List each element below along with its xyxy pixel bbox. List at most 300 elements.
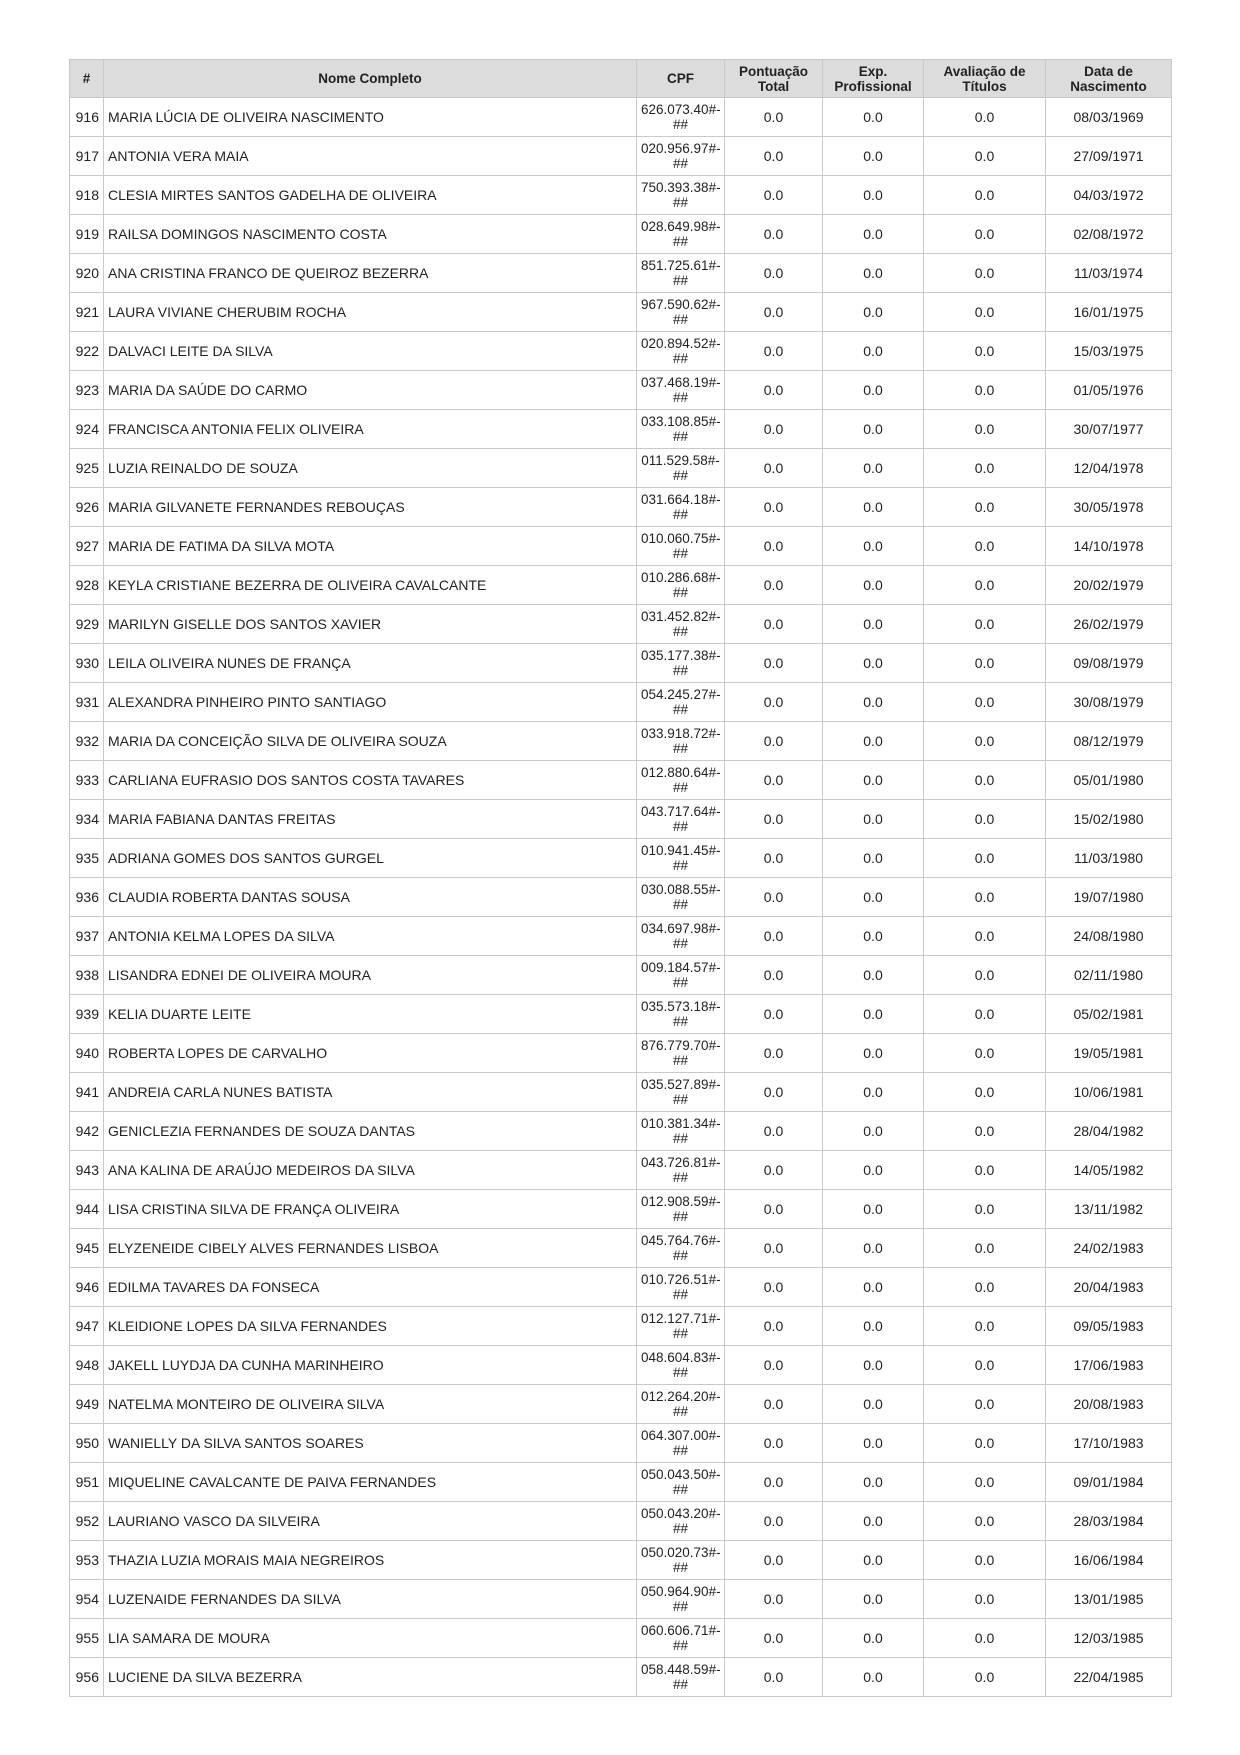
table-row: [70, 683, 1172, 722]
titles-score: 0.0: [924, 839, 1046, 878]
total-score: 0.0: [725, 995, 823, 1034]
full-name: MARIA DA SAÚDE DO CARMO: [104, 371, 637, 410]
cpf-main: 050.964.90#-: [641, 1584, 721, 1599]
row-number: 919: [70, 215, 104, 254]
cpf-cell: [637, 488, 725, 527]
table-row: [70, 1424, 1172, 1463]
experience-score: 0.0: [823, 176, 924, 215]
full-name: ANTONIA VERA MAIA: [104, 137, 637, 176]
row-number: 930: [70, 644, 104, 683]
birth-date: 30/05/1978: [1046, 488, 1172, 527]
total-score: 0.0: [725, 956, 823, 995]
birth-date: 01/05/1976: [1046, 371, 1172, 410]
birth-date: 11/03/1974: [1046, 254, 1172, 293]
birth-date: 05/01/1980: [1046, 761, 1172, 800]
birth-date: 28/03/1984: [1046, 1502, 1172, 1541]
experience-score: 0.0: [823, 1190, 924, 1229]
cpf-cell: [637, 1502, 725, 1541]
cpf-cell: [637, 800, 725, 839]
cpf-suffix: ##: [672, 1248, 689, 1263]
cpf-cell: [637, 995, 725, 1034]
full-name: ANA KALINA DE ARAÚJO MEDEIROS DA SILVA: [104, 1151, 637, 1190]
cpf-suffix: ##: [672, 897, 689, 912]
cpf-cell: [637, 1463, 725, 1502]
cpf-suffix: ##: [672, 1014, 689, 1029]
cpf-main: 037.468.19#-: [641, 375, 721, 390]
full-name: RAILSA DOMINGOS NASCIMENTO COSTA: [104, 215, 637, 254]
full-name: CARLIANA EUFRASIO DOS SANTOS COSTA TAVARES: [104, 761, 637, 800]
table-body: [70, 98, 1172, 1697]
cpf-suffix: ##: [672, 702, 689, 717]
birth-date: 19/05/1981: [1046, 1034, 1172, 1073]
cpf-main: 010.941.45#-: [641, 843, 721, 858]
full-name: ANDREIA CARLA NUNES BATISTA: [104, 1073, 637, 1112]
total-score: 0.0: [725, 293, 823, 332]
titles-score: 0.0: [924, 449, 1046, 488]
row-number: 950: [70, 1424, 104, 1463]
cpf-main: 851.725.61#-: [641, 258, 721, 273]
titles-score: 0.0: [924, 410, 1046, 449]
birth-date: 27/09/1971: [1046, 137, 1172, 176]
total-score: 0.0: [725, 839, 823, 878]
cpf-cell: [637, 332, 725, 371]
cpf-suffix: ##: [672, 1521, 689, 1536]
experience-score: 0.0: [823, 410, 924, 449]
titles-score: 0.0: [924, 371, 1046, 410]
total-score: 0.0: [725, 1502, 823, 1541]
titles-score: 0.0: [924, 722, 1046, 761]
cpf-main: 011.529.58#-: [641, 453, 720, 468]
cpf-main: 020.956.97#-: [641, 141, 721, 156]
experience-score: 0.0: [823, 488, 924, 527]
cpf-main: 048.604.83#-: [641, 1350, 721, 1365]
birth-date: 13/01/1985: [1046, 1580, 1172, 1619]
cpf-main: 010.726.51#-: [641, 1272, 721, 1287]
cpf-main: 035.573.18#-: [641, 999, 721, 1014]
row-number: 935: [70, 839, 104, 878]
titles-score: 0.0: [924, 1502, 1046, 1541]
total-score: 0.0: [725, 1268, 823, 1307]
total-score: 0.0: [725, 527, 823, 566]
cpf-suffix: ##: [672, 936, 689, 951]
table-row: [70, 1229, 1172, 1268]
total-score: 0.0: [725, 1619, 823, 1658]
cpf-main: 012.264.20#-: [641, 1389, 721, 1404]
row-number: 929: [70, 605, 104, 644]
table-row: [70, 1658, 1172, 1697]
cpf-cell: [637, 1619, 725, 1658]
cpf-cell: [637, 254, 725, 293]
titles-score: 0.0: [924, 566, 1046, 605]
birth-date: 17/06/1983: [1046, 1346, 1172, 1385]
experience-score: 0.0: [823, 1385, 924, 1424]
experience-score: 0.0: [823, 1541, 924, 1580]
cpf-suffix: ##: [672, 507, 689, 522]
row-number: 917: [70, 137, 104, 176]
total-score: 0.0: [725, 98, 823, 137]
table-row: [70, 1073, 1172, 1112]
titles-score: 0.0: [924, 1268, 1046, 1307]
full-name: ADRIANA GOMES DOS SANTOS GURGEL: [104, 839, 637, 878]
table-row: [70, 215, 1172, 254]
titles-score: 0.0: [924, 1034, 1046, 1073]
table-row: [70, 449, 1172, 488]
header-name: Nome Completo: [104, 60, 637, 98]
total-score: 0.0: [725, 254, 823, 293]
total-score: 0.0: [725, 1034, 823, 1073]
table-row: [70, 878, 1172, 917]
cpf-suffix: ##: [672, 1326, 689, 1341]
total-score: 0.0: [725, 410, 823, 449]
cpf-suffix: ##: [672, 1170, 689, 1185]
birth-date: 20/04/1983: [1046, 1268, 1172, 1307]
cpf-cell: [637, 1034, 725, 1073]
cpf-cell: [637, 527, 725, 566]
cpf-suffix: ##: [672, 1053, 689, 1068]
cpf-suffix: ##: [672, 858, 689, 873]
titles-score: 0.0: [924, 995, 1046, 1034]
full-name: LISA CRISTINA SILVA DE FRANÇA OLIVEIRA: [104, 1190, 637, 1229]
full-name: LAURA VIVIANE CHERUBIM ROCHA: [104, 293, 637, 332]
cpf-cell: [637, 1229, 725, 1268]
cpf-cell: [637, 1073, 725, 1112]
experience-score: 0.0: [823, 371, 924, 410]
experience-score: 0.0: [823, 1229, 924, 1268]
full-name: FRANCISCA ANTONIA FELIX OLIVEIRA: [104, 410, 637, 449]
birth-date: 09/08/1979: [1046, 644, 1172, 683]
cpf-suffix: ##: [672, 273, 689, 288]
birth-date: 17/10/1983: [1046, 1424, 1172, 1463]
cpf-cell: [637, 1658, 725, 1697]
titles-score: 0.0: [924, 332, 1046, 371]
full-name: LAURIANO VASCO DA SILVEIRA: [104, 1502, 637, 1541]
experience-score: 0.0: [823, 293, 924, 332]
titles-score: 0.0: [924, 1424, 1046, 1463]
total-score: 0.0: [725, 1307, 823, 1346]
total-score: 0.0: [725, 644, 823, 683]
experience-score: 0.0: [823, 1502, 924, 1541]
total-score: 0.0: [725, 488, 823, 527]
full-name: ALEXANDRA PINHEIRO PINTO SANTIAGO: [104, 683, 637, 722]
total-score: 0.0: [725, 449, 823, 488]
titles-score: 0.0: [924, 1580, 1046, 1619]
total-score: 0.0: [725, 215, 823, 254]
row-number: 953: [70, 1541, 104, 1580]
cpf-main: 967.590.62#-: [641, 297, 721, 312]
titles-score: 0.0: [924, 683, 1046, 722]
cpf-cell: [637, 917, 725, 956]
row-number: 941: [70, 1073, 104, 1112]
birth-date: 20/08/1983: [1046, 1385, 1172, 1424]
table-row: [70, 293, 1172, 332]
cpf-main: 043.717.64#-: [641, 804, 721, 819]
cpf-main: 050.043.20#-: [641, 1506, 721, 1521]
experience-score: 0.0: [823, 605, 924, 644]
birth-date: 15/03/1975: [1046, 332, 1172, 371]
cpf-main: 010.060.75#-: [641, 531, 721, 546]
table-row: [70, 995, 1172, 1034]
birth-date: 09/01/1984: [1046, 1463, 1172, 1502]
row-number: 945: [70, 1229, 104, 1268]
row-number: 956: [70, 1658, 104, 1697]
experience-score: 0.0: [823, 1151, 924, 1190]
cpf-suffix: ##: [672, 312, 689, 327]
row-number: 927: [70, 527, 104, 566]
cpf-suffix: ##: [672, 429, 689, 444]
titles-score: 0.0: [924, 176, 1046, 215]
cpf-suffix: ##: [672, 1560, 689, 1575]
table-row: [70, 1112, 1172, 1151]
table-row: [70, 410, 1172, 449]
cpf-cell: [637, 1307, 725, 1346]
table-row: [70, 761, 1172, 800]
experience-score: 0.0: [823, 722, 924, 761]
full-name: ELYZENEIDE CIBELY ALVES FERNANDES LISBOA: [104, 1229, 637, 1268]
experience-score: 0.0: [823, 1112, 924, 1151]
birth-date: 26/02/1979: [1046, 605, 1172, 644]
row-number: 952: [70, 1502, 104, 1541]
experience-score: 0.0: [823, 995, 924, 1034]
row-number: 948: [70, 1346, 104, 1385]
titles-score: 0.0: [924, 1619, 1046, 1658]
full-name: ROBERTA LOPES DE CARVALHO: [104, 1034, 637, 1073]
cpf-main: 034.697.98#-: [641, 921, 721, 936]
full-name: NATELMA MONTEIRO DE OLIVEIRA SILVA: [104, 1385, 637, 1424]
cpf-main: 035.177.38#-: [641, 648, 721, 663]
titles-score: 0.0: [924, 956, 1046, 995]
birth-date: 24/02/1983: [1046, 1229, 1172, 1268]
cpf-suffix: ##: [672, 195, 689, 210]
birth-date: 02/11/1980: [1046, 956, 1172, 995]
birth-date: 30/08/1979: [1046, 683, 1172, 722]
table-row: [70, 98, 1172, 137]
row-number: 925: [70, 449, 104, 488]
experience-score: 0.0: [823, 1424, 924, 1463]
cpf-main: 064.307.00#-: [641, 1428, 721, 1443]
table-row: [70, 1385, 1172, 1424]
titles-score: 0.0: [924, 917, 1046, 956]
cpf-suffix: ##: [672, 1677, 689, 1692]
cpf-suffix: ##: [672, 585, 689, 600]
row-number: 938: [70, 956, 104, 995]
cpf-cell: [637, 1190, 725, 1229]
cpf-suffix: ##: [672, 780, 689, 795]
full-name: LIA SAMARA DE MOURA: [104, 1619, 637, 1658]
titles-score: 0.0: [924, 1112, 1046, 1151]
total-score: 0.0: [725, 1073, 823, 1112]
table-row: [70, 332, 1172, 371]
row-number: 923: [70, 371, 104, 410]
titles-score: 0.0: [924, 488, 1046, 527]
birth-date: 28/04/1982: [1046, 1112, 1172, 1151]
cpf-cell: [637, 1541, 725, 1580]
table-row: [70, 1307, 1172, 1346]
cpf-main: 050.043.50#-: [641, 1467, 721, 1482]
birth-date: 24/08/1980: [1046, 917, 1172, 956]
full-name: WANIELLY DA SILVA SANTOS SOARES: [104, 1424, 637, 1463]
experience-score: 0.0: [823, 566, 924, 605]
row-number: 946: [70, 1268, 104, 1307]
table-row: [70, 800, 1172, 839]
cpf-suffix: ##: [672, 663, 689, 678]
table-row: [70, 1346, 1172, 1385]
table-row: [70, 527, 1172, 566]
titles-score: 0.0: [924, 878, 1046, 917]
total-score: 0.0: [725, 917, 823, 956]
cpf-cell: [637, 566, 725, 605]
cpf-cell: [637, 1268, 725, 1307]
total-score: 0.0: [725, 176, 823, 215]
cpf-main: 031.664.18#-: [641, 492, 721, 507]
cpf-suffix: ##: [672, 1599, 689, 1614]
full-name: MARIA FABIANA DANTAS FREITAS: [104, 800, 637, 839]
total-score: 0.0: [725, 137, 823, 176]
cpf-main: 031.452.82#-: [641, 609, 721, 624]
row-number: 949: [70, 1385, 104, 1424]
titles-score: 0.0: [924, 1541, 1046, 1580]
cpf-cell: [637, 293, 725, 332]
cpf-main: 876.779.70#-: [641, 1038, 721, 1053]
row-number: 916: [70, 98, 104, 137]
table-row: [70, 1268, 1172, 1307]
cpf-suffix: ##: [672, 975, 689, 990]
titles-score: 0.0: [924, 137, 1046, 176]
table-row: [70, 1580, 1172, 1619]
cpf-suffix: ##: [672, 1209, 689, 1224]
total-score: 0.0: [725, 1190, 823, 1229]
cpf-cell: [637, 1346, 725, 1385]
cpf-main: 012.880.64#-: [641, 765, 721, 780]
cpf-main: 750.393.38#-: [641, 180, 721, 195]
cpf-main: 012.908.59#-: [641, 1194, 721, 1209]
cpf-cell: [637, 410, 725, 449]
cpf-cell: [637, 839, 725, 878]
birth-date: 15/02/1980: [1046, 800, 1172, 839]
cpf-main: 010.381.34#-: [641, 1116, 721, 1131]
table-row: [70, 722, 1172, 761]
experience-score: 0.0: [823, 527, 924, 566]
experience-score: 0.0: [823, 1307, 924, 1346]
total-score: 0.0: [725, 1541, 823, 1580]
titles-score: 0.0: [924, 98, 1046, 137]
titles-score: 0.0: [924, 1151, 1046, 1190]
full-name: MARIA DA CONCEIÇÃO SILVA DE OLIVEIRA SOUZA: [104, 722, 637, 761]
table-row: [70, 1541, 1172, 1580]
full-name: DALVACI LEITE DA SILVA: [104, 332, 637, 371]
row-number: 932: [70, 722, 104, 761]
table-row: [70, 1034, 1172, 1073]
total-score: 0.0: [725, 1463, 823, 1502]
cpf-suffix: ##: [672, 1092, 689, 1107]
table-row: [70, 176, 1172, 215]
total-score: 0.0: [725, 722, 823, 761]
row-number: 918: [70, 176, 104, 215]
row-number: 933: [70, 761, 104, 800]
cpf-cell: [637, 605, 725, 644]
titles-score: 0.0: [924, 215, 1046, 254]
titles-score: 0.0: [924, 800, 1046, 839]
titles-score: 0.0: [924, 1073, 1046, 1112]
table-row: [70, 605, 1172, 644]
cpf-main: 043.726.81#-: [641, 1155, 721, 1170]
header-titulos: Avaliação de Títulos: [924, 60, 1046, 98]
full-name: MIQUELINE CAVALCANTE DE PAIVA FERNANDES: [104, 1463, 637, 1502]
full-name: LISANDRA EDNEI DE OLIVEIRA MOURA: [104, 956, 637, 995]
row-number: 954: [70, 1580, 104, 1619]
birth-date: 13/11/1982: [1046, 1190, 1172, 1229]
total-score: 0.0: [725, 761, 823, 800]
row-number: 922: [70, 332, 104, 371]
cpf-suffix: ##: [672, 624, 689, 639]
experience-score: 0.0: [823, 683, 924, 722]
table-row: [70, 254, 1172, 293]
experience-score: 0.0: [823, 956, 924, 995]
results-table: [69, 59, 1172, 1697]
cpf-cell: [637, 761, 725, 800]
table-row: [70, 371, 1172, 410]
cpf-cell: [637, 722, 725, 761]
total-score: 0.0: [725, 566, 823, 605]
experience-score: 0.0: [823, 332, 924, 371]
titles-score: 0.0: [924, 761, 1046, 800]
table-row: [70, 917, 1172, 956]
birth-date: 09/05/1983: [1046, 1307, 1172, 1346]
cpf-cell: [637, 1112, 725, 1151]
titles-score: 0.0: [924, 1463, 1046, 1502]
cpf-suffix: ##: [672, 546, 689, 561]
total-score: 0.0: [725, 878, 823, 917]
experience-score: 0.0: [823, 1658, 924, 1697]
cpf-main: 033.108.85#-: [641, 414, 721, 429]
experience-score: 0.0: [823, 449, 924, 488]
full-name: LUCIENE DA SILVA BEZERRA: [104, 1658, 637, 1697]
table-header: [70, 60, 1172, 98]
birth-date: 08/03/1969: [1046, 98, 1172, 137]
total-score: 0.0: [725, 683, 823, 722]
full-name: KLEIDIONE LOPES DA SILVA FERNANDES: [104, 1307, 637, 1346]
experience-score: 0.0: [823, 839, 924, 878]
birth-date: 12/04/1978: [1046, 449, 1172, 488]
table-row: [70, 1463, 1172, 1502]
table-row: [70, 644, 1172, 683]
experience-score: 0.0: [823, 878, 924, 917]
cpf-cell: [637, 98, 725, 137]
titles-score: 0.0: [924, 1307, 1046, 1346]
header-exp: Exp. Profissional: [823, 60, 924, 98]
cpf-cell: [637, 683, 725, 722]
table-row: [70, 566, 1172, 605]
titles-score: 0.0: [924, 644, 1046, 683]
birth-date: 14/10/1978: [1046, 527, 1172, 566]
header-row: [70, 60, 1172, 98]
full-name: GENICLEZIA FERNANDES DE SOUZA DANTAS: [104, 1112, 637, 1151]
total-score: 0.0: [725, 332, 823, 371]
cpf-suffix: ##: [672, 351, 689, 366]
cpf-main: 010.286.68#-: [641, 570, 721, 585]
row-number: 928: [70, 566, 104, 605]
total-score: 0.0: [725, 1346, 823, 1385]
experience-score: 0.0: [823, 254, 924, 293]
cpf-suffix: ##: [672, 1404, 689, 1419]
row-number: 940: [70, 1034, 104, 1073]
titles-score: 0.0: [924, 1229, 1046, 1268]
full-name: MARIA DE FATIMA DA SILVA MOTA: [104, 527, 637, 566]
full-name: KELIA DUARTE LEITE: [104, 995, 637, 1034]
experience-score: 0.0: [823, 1268, 924, 1307]
table-row: [70, 1190, 1172, 1229]
cpf-main: 033.918.72#-: [641, 726, 721, 741]
cpf-suffix: ##: [672, 117, 689, 132]
